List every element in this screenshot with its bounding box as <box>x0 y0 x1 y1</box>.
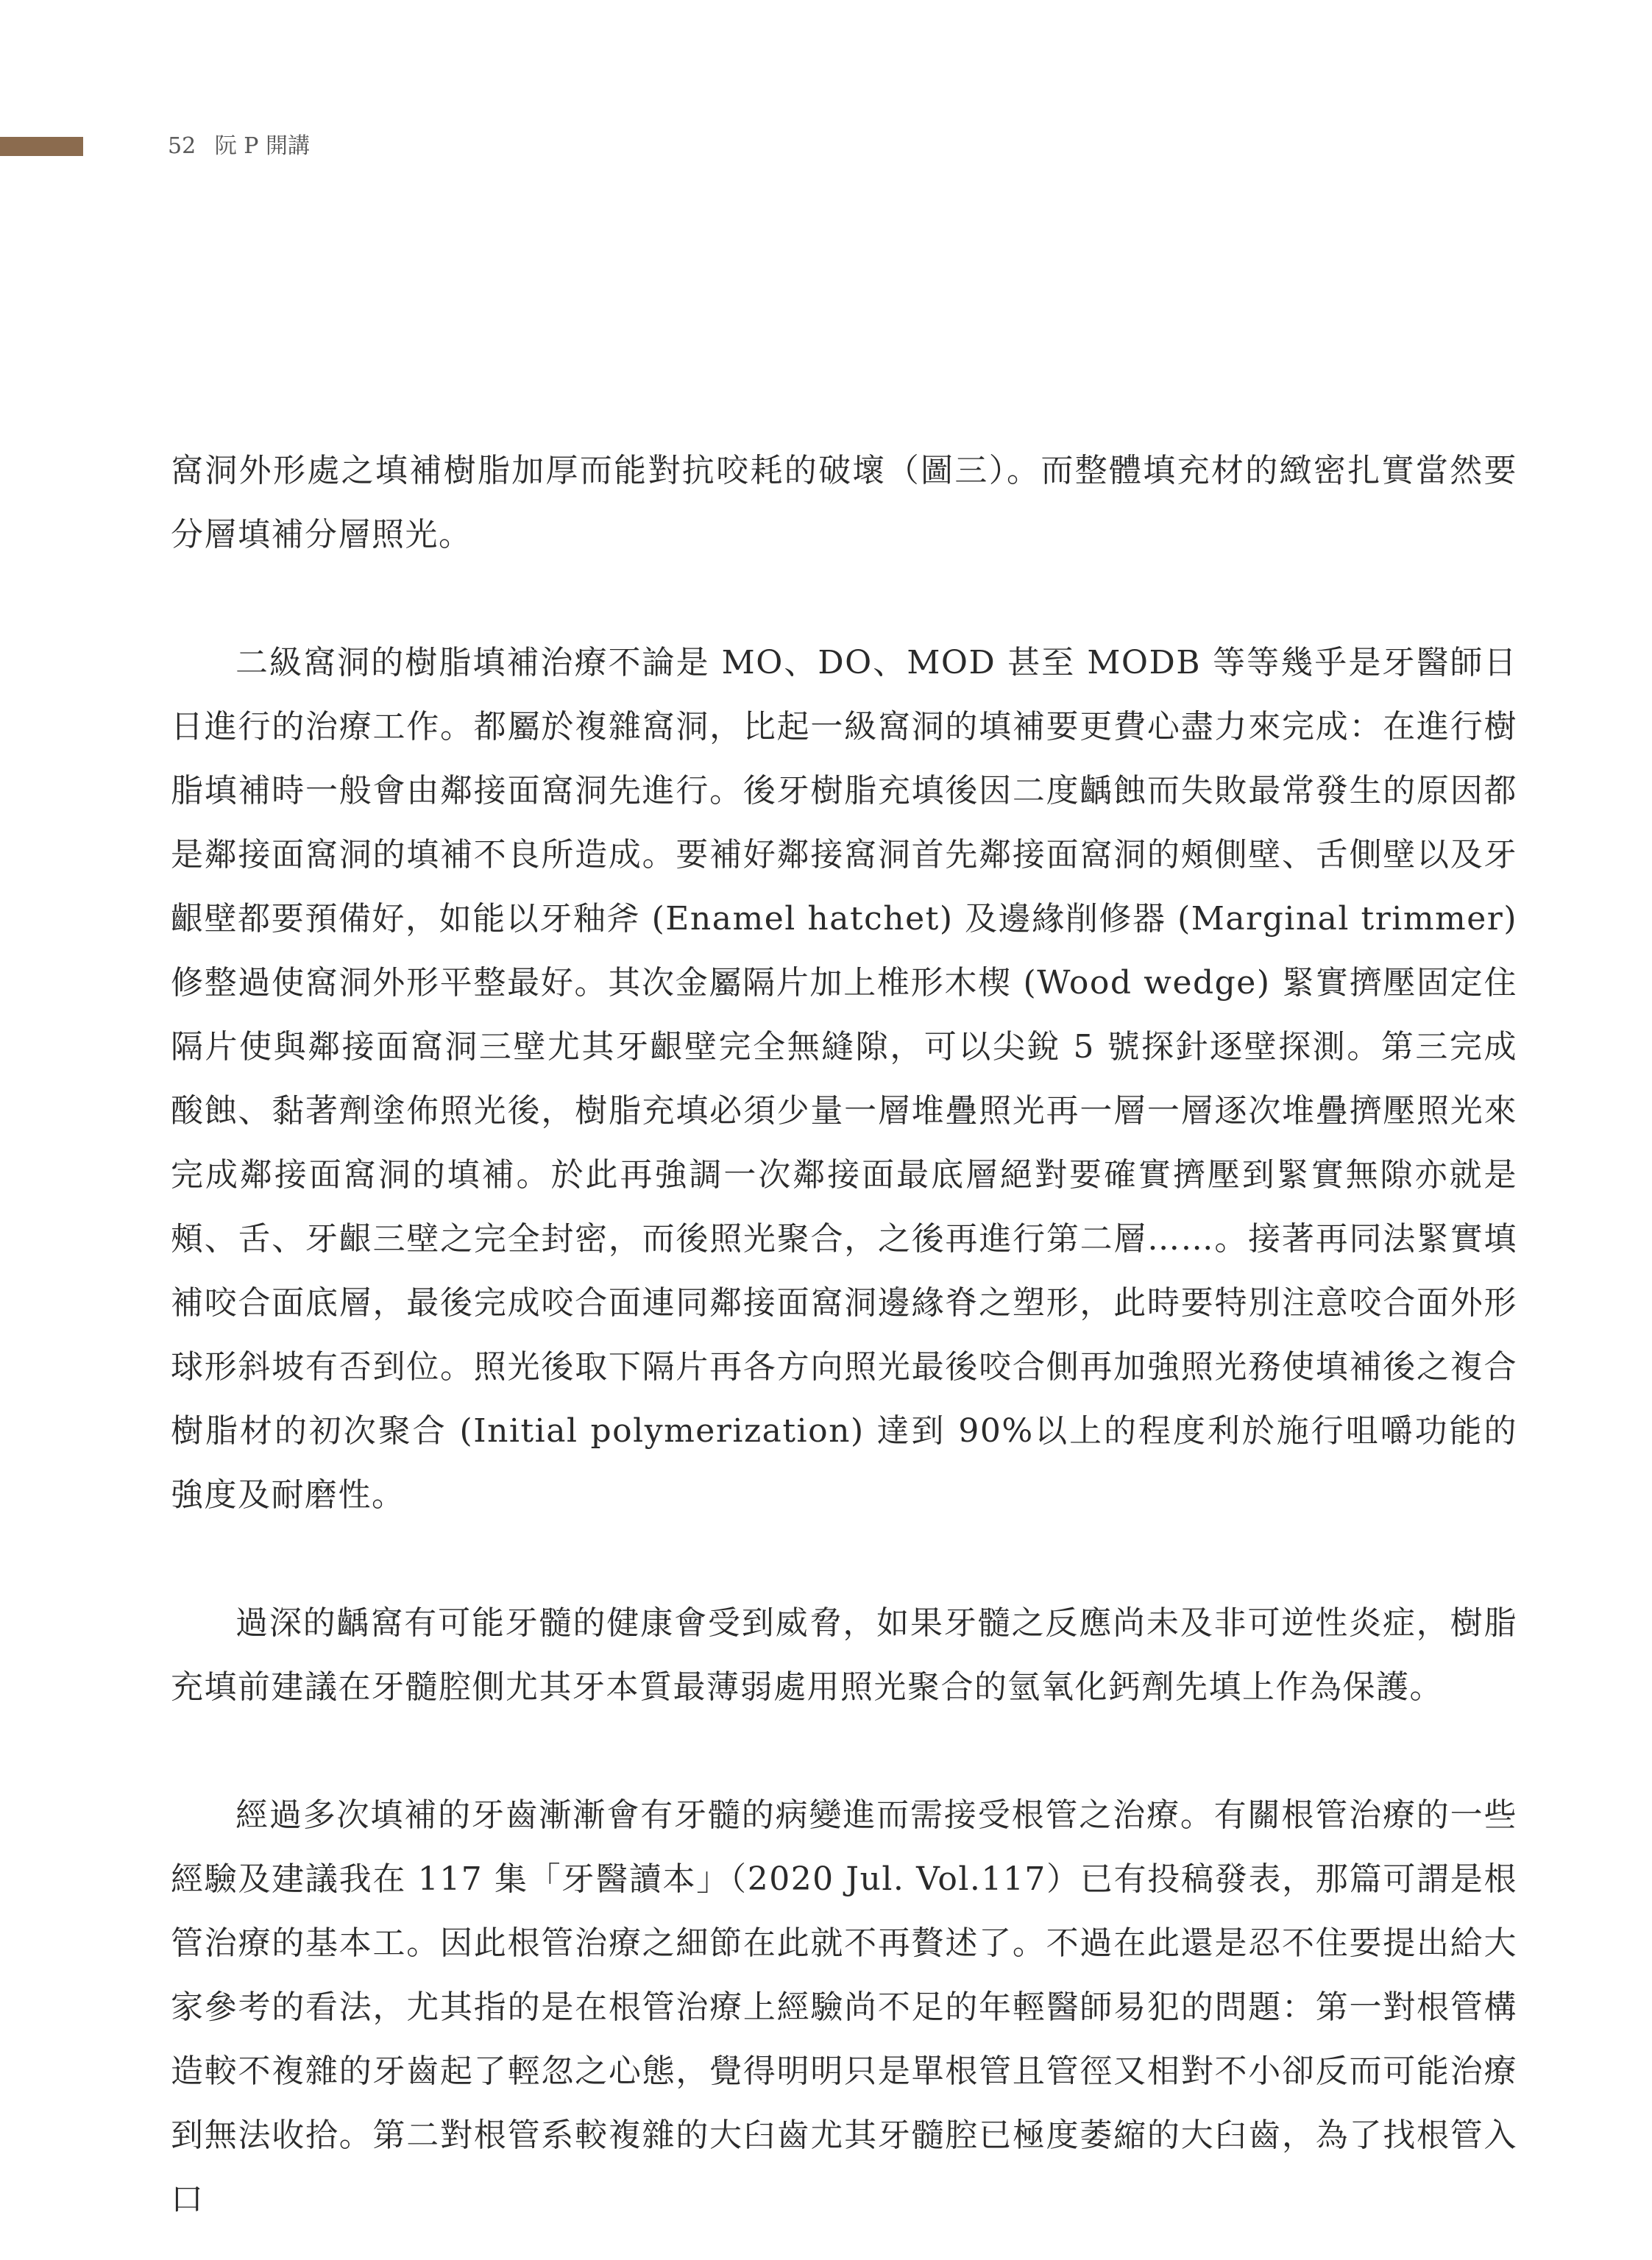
paragraph-class-two-cavity: 二級窩洞的樹脂填補治療不論是 MO、DO、MOD 甚至 MODB 等等幾乎是牙醫師日日進行的治療工作。都屬於複雜窩洞，比起一級窩洞的填補要更費心盡力來完成：在進行樹脂填補時一般會由鄰接面窩洞先進行。後牙樹脂充填後因二度齲蝕而失敗最常發生的原因都是鄰接面窩洞的填補不良所造成。要補好鄰接窩洞首先鄰接面窩洞的頰側壁、舌側壁以及牙齦壁都要預備好，如能以牙釉斧 (Enamel hatchet) 及邊緣削修器 (Marginal trimmer) 修整過使窩洞外形平整最好。其次金屬隔片加上椎形木楔 (Wood wedge) 緊實擠壓固定住隔片使與鄰接面窩洞三壁尤其牙齦壁完全無縫隙，可以尖銳 5 號探針逐壁探測。第三完成酸蝕、黏著劑塗佈照光後，樹脂充填必須少量一層堆疊照光再一層一層逐次堆疊擠壓照光來完成鄰接面窩洞的填補。於此再強調一次鄰接面最底層絕對要確實擠壓到緊實無隙亦就是頰、舌、牙齦三壁之完全封密，而後照光聚合，之後再進行第二層……。接著再同法緊實填補咬合面底層，最後完成咬合面連同鄰接面窩洞邊緣脊之塑形，此時要特別注意咬合面外形球形斜坡有否到位。照光後取下隔片再各方向照光最後咬合側再加強照光務使填補後之複合樹脂材的初次聚合 (Initial polymerization) 達到 90%以上的程度利於施行咀嚼功能的強度及耐磨性。 <box>171 644 1517 1514</box>
paragraph-deep-caries: 過深的齲窩有可能牙髓的健康會受到威脅，如果牙髓之反應尚未及非可逆性炎症，樹脂充填前建議在牙髓腔側尤其牙本質最薄弱處用照光聚合的氫氧化鈣劑先填上作為保護。 <box>171 1604 1517 1706</box>
paragraph-continued: 窩洞外形處之填補樹脂加厚而能對抗咬耗的破壞（圖三）。而整體填充材的緻密扎實當然要分層填補分層照光。 <box>171 452 1517 553</box>
paragraph-root-canal: 經過多次填補的牙齒漸漸會有牙髓的病變進而需接受根管之治療。有關根管治療的一些經驗及建議我在 117 集「牙醫讀本」（2020 Jul. Vol.117）已有投稿發表，那篇可謂是根管治療的基本工。因此根管治療之細節在此就不再贅述了。不過在此還是忍不住要提出給大家參考的看法，尤其指的是在根管治療上經驗尚不足的年輕醫師易犯的問題：第一對根管構造較不複雜的牙齒起了輕忽之心態，覺得明明只是單根管且管徑又相對不小卻反而可能治療到無法收拾。第二對根管系較複雜的大臼齒尤其牙髓腔已極度萎縮的大臼齒，為了找根管入口 <box>171 1796 1517 2218</box>
body-text <box>171 439 1517 2231</box>
page-number: 52 <box>168 133 196 159</box>
running-title: 阮 P 開講 <box>214 133 310 159</box>
header-accent-bar <box>0 137 83 156</box>
page-header <box>168 132 310 160</box>
